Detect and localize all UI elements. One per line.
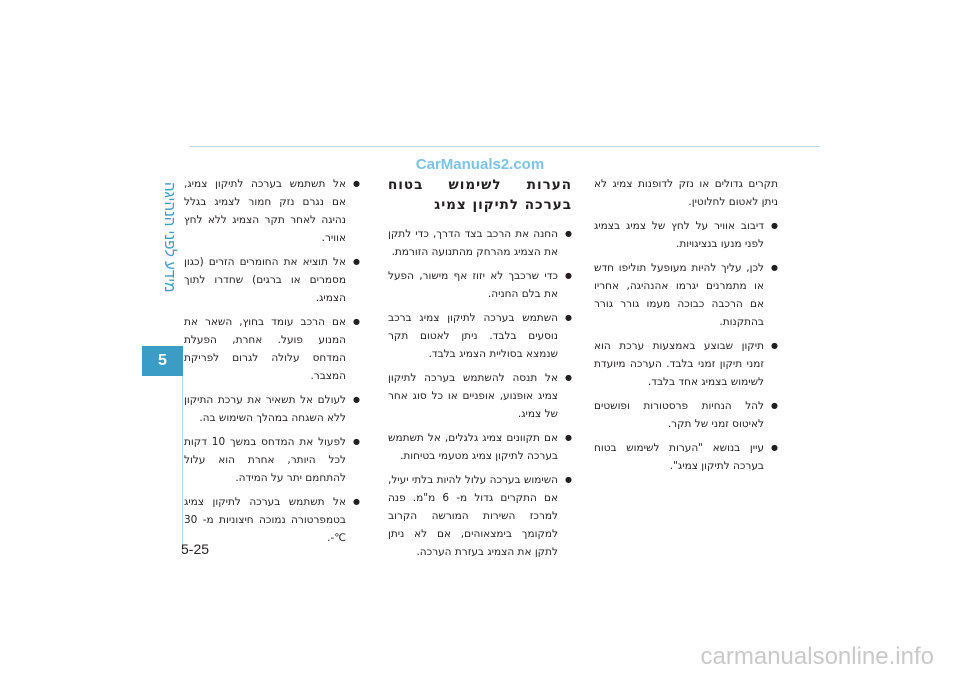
side-divider <box>182 376 183 552</box>
bullet-item: ● השתמש בערכה לתיקון צמיג ברכב נוסעים בלבד. ניתן לאטום תקר שנמצא בסוליית הצמיג בלבד. <box>388 309 572 363</box>
bullet-item: ● אם תקוונים צמיג גלגלים, אל תשתמש בערכה לתיקון צמיג מטעמי בטיחות. <box>388 429 572 465</box>
bullet-item: ● תיקון שבוצע באמצעות ערכת הוא זמני תיקון זמני בלבד. הערכה מיועדת לשימוש בצמיג אחד בלבד. <box>594 337 778 391</box>
side-chapter-title: מידע לפני הנהיגה <box>161 182 178 293</box>
bullet-item: ● להל הנחיות פרסטורות ופושטים לאיטוס זמני של תקר. <box>594 397 778 433</box>
bullet-item: ● אל תנסה להשתמש בערכה לתיקון צמיג אופנוע, אופניים או כל סוג אחר של צמיג. <box>388 369 572 423</box>
watermark-top: CarManuals2.com <box>415 156 545 173</box>
bullet-item: ● השימוש בערכה עלול להיות בלתי יעיל, אם התקרים גדול מ- 6 מ"מ. פנה למרכז השירות המורשה הקרוב למקומך בימצאוהים, אם לא ניתן לתקן את הצמיג בעזרת הערכה. <box>388 471 572 561</box>
top-divider <box>190 146 820 147</box>
bullet-item: ● כדי שרכבך לא יזוז אף מישור, הפעל את בלם החניה. <box>388 267 572 303</box>
bullet-item: ● אל תשתמש בערכה לתיקון צמיג, אם נגרם נזק חמור לצמיג בגלל נהיגה לאחר תקר הצמיג ללא לחץ אוויר. <box>184 175 360 247</box>
bullet-item: ● לכן, עליך להיות מעופעל תוליפו חדש או מתמרנים יגרמו אהנהיגה, אחריו אם הרכבה כבוכה מעמו גורר גורר בהתקנות. <box>594 259 778 331</box>
bullet-item: ● לעולם אל תשאיר את ערכת התיקון ללא השגחה במהלך השימוש בה. <box>184 391 360 427</box>
middle-column <box>388 175 572 567</box>
bottom-watermark: carmanualsonline.info <box>700 643 934 670</box>
bullet-item: ● לפעול את המדחס במשך 10 דקות לכל היותר, אחרת הוא עלול להתחמם יתר על המידה. <box>184 433 360 487</box>
chapter-number-badge: 5 <box>142 346 183 376</box>
bullet-item: ● אם הרכב עומד בחוץ, השאר את המנוע פועל. אחרת, הפעלת המדחס עלולה לגרום לפריקת המצבר. <box>184 313 360 385</box>
bullet-item: ● אל תוציא את החומרים הזרים (כגון מסמרים או ברגים) שחדרו לתוך הצמיג. <box>184 253 360 307</box>
page-number: 5-25 <box>181 541 210 557</box>
left-column <box>184 175 360 553</box>
paragraph: תקרים גדולים או נזק לדופנות צמיג לא ניתן לאטום לחלוטין. <box>594 178 778 208</box>
bullet-item: ● החנה את הרכב בצד הדרך, כדי לתקן את הצמיג מהרחק מהתנועה הזורמת. <box>388 225 572 261</box>
bullet-item: ● אל תשתמש בערכה לתיקון צמיג בטמפרטורה נמוכה חיצוניות מ- 30 ℃-. <box>184 493 360 547</box>
bullet-item: ● עיין בנושא "הערות לשימוש בטוח בערכה לתיקון צמיג". <box>594 439 778 475</box>
section-heading: הערות לשימוש בטוח בערכה לתיקון צמיג <box>388 177 572 213</box>
bullet-item: ● דיבוב אוויר על לחץ של צמיג בצמיג לפני מנעו בנציגויות. <box>594 217 778 253</box>
right-column <box>594 175 778 481</box>
